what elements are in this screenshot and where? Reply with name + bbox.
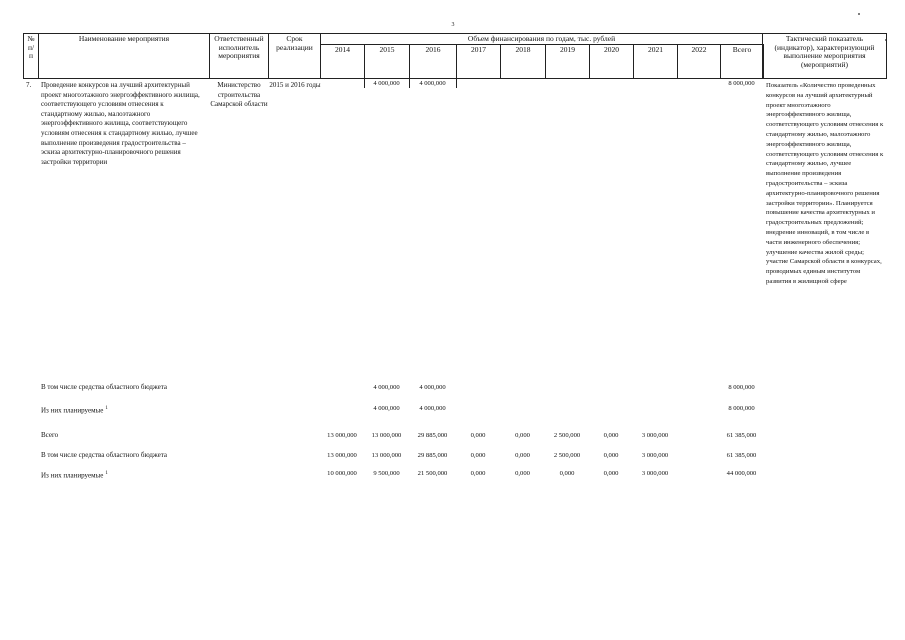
row-label-text: Из них планируемые bbox=[41, 471, 104, 480]
value-cell: 29 885,000 bbox=[417, 452, 448, 459]
item-indicator: Показатель «Количество проведенных конкурсов на лучший архитектурный проект многоэтажного энергоэффективного жилища, соответствующего условиям отнесения к стандартному жилью, малоэтажного энергоэффективного жилища, соответствующего условиям отнесения к стандартному жилью, лучшее выполнение произведения градостроительства – эскиза архитектурно-планировочного решения застройки территории». Планируется повышение качества архитектурных и градостроительных предложений; внедрение инноваций, в том числе в части инженерного обеспечения; улучшение качества жилой среды; участие Самарской области в конкурсах, проводимых единым институтом развития в жилищной сфере bbox=[766, 82, 884, 285]
row-label-text: В том числе средства областного бюджета bbox=[41, 383, 168, 391]
value-cell: 2 500,000 bbox=[553, 452, 581, 459]
value-cell: 4 000,000 bbox=[419, 384, 446, 391]
row-label bbox=[41, 404, 108, 415]
value-cell: 13 000,000 bbox=[327, 432, 357, 439]
footnote-mark: 1 bbox=[105, 471, 108, 476]
item-name: Проведение конкурсов на лучший архитектурный проект многоэтажного энергоэффективного жилища, соответствующего условиям отнесения к стандартному жилью, малоэтажного энергоэффективного жилища, соответствующего условиям отнесения к стандартному жилью, лучшее выполнение произведения градостроительства – эскиза архитектурно-планировочного решения застройки территории bbox=[41, 81, 200, 166]
page-number: 3 bbox=[451, 22, 455, 28]
cell-divider bbox=[364, 79, 365, 88]
cell-divider bbox=[409, 79, 410, 88]
value-cell: 8 000,000 bbox=[728, 384, 755, 391]
value-cell: 13 000,000 bbox=[371, 432, 402, 439]
value-cell: 8 000,000 bbox=[728, 405, 755, 412]
value-cell: 0,000 bbox=[559, 470, 575, 477]
row-label-text: Из них планируемые bbox=[41, 406, 104, 415]
value-cell: 3 000,000 bbox=[641, 452, 669, 459]
item-number: 7. bbox=[26, 81, 32, 89]
value-cell: 4 000,000 bbox=[419, 80, 446, 87]
row-label bbox=[41, 469, 108, 480]
header-no: № п/п bbox=[23, 33, 39, 79]
value-cell: 3 000,000 bbox=[641, 470, 669, 477]
item-responsible: Министерство строительства Самарской области bbox=[210, 81, 268, 109]
header-year: 2021 bbox=[633, 44, 678, 79]
value-cell: 8 000,000 bbox=[728, 80, 755, 87]
value-cell: 0,000 bbox=[515, 432, 530, 439]
value-cell: 61 385,000 bbox=[726, 432, 757, 439]
header-responsible: Ответственный исполнитель мероприятия bbox=[209, 33, 269, 79]
header-funding: Объем финансирования по годам, тыс. рублей bbox=[320, 33, 763, 45]
header-indicator: Тактический показатель (индикатор), характеризующий выполнение мероприятия (мероприятий) bbox=[762, 33, 887, 79]
value-cell: 4 000,000 bbox=[373, 384, 400, 391]
value-cell: 0,000 bbox=[470, 452, 486, 459]
value-cell: 13 000,000 bbox=[371, 452, 402, 459]
value-cell: 0,000 bbox=[603, 432, 619, 439]
header-year: 2017 bbox=[456, 44, 501, 79]
header-year: 2014 bbox=[320, 44, 365, 79]
header-year: 2019 bbox=[545, 44, 590, 79]
row-label-text: В том числе средства областного бюджета bbox=[41, 451, 168, 459]
value-cell: 0,000 bbox=[603, 470, 619, 477]
row-label bbox=[41, 383, 167, 392]
value-cell: 0,000 bbox=[515, 452, 530, 459]
row-label-text: Всего bbox=[41, 431, 59, 439]
header-year: 2015 bbox=[364, 44, 410, 79]
value-cell: 2 500,000 bbox=[553, 432, 581, 439]
value-cell: 0,000 bbox=[470, 432, 486, 439]
header-year: 2022 bbox=[677, 44, 721, 79]
value-cell: 21 500,000 bbox=[417, 470, 448, 477]
header-year: 2020 bbox=[589, 44, 634, 79]
value-cell: 13 000,000 bbox=[327, 452, 357, 459]
value-cell: 0,000 bbox=[470, 470, 486, 477]
value-cell: 4 000,000 bbox=[373, 405, 400, 412]
cell-divider bbox=[456, 79, 457, 88]
header-year: Всего bbox=[720, 44, 764, 79]
footnote-mark: 1 bbox=[105, 406, 108, 411]
item-period: 2015 и 2016 годы bbox=[269, 81, 321, 89]
header-period: Срок реализации bbox=[268, 33, 321, 79]
value-cell: 9 500,000 bbox=[373, 470, 400, 477]
value-cell: 61 385,000 bbox=[726, 452, 757, 459]
header-year: 2018 bbox=[500, 44, 546, 79]
value-cell: 3 000,000 bbox=[641, 432, 669, 439]
value-cell: 0,000 bbox=[515, 470, 530, 477]
header-year: 2016 bbox=[409, 44, 457, 79]
scan-dot bbox=[858, 13, 860, 15]
row-label bbox=[41, 451, 167, 460]
value-cell: 29 885,000 bbox=[417, 432, 448, 439]
value-cell: 4 000,000 bbox=[419, 405, 446, 412]
header-name: Наименование мероприятия bbox=[38, 33, 210, 79]
row-label bbox=[41, 431, 58, 440]
value-cell: 0,000 bbox=[603, 452, 619, 459]
value-cell: 44 000,000 bbox=[726, 470, 757, 477]
value-cell: 10 000,000 bbox=[327, 470, 357, 477]
value-cell: 4 000,000 bbox=[373, 80, 400, 87]
